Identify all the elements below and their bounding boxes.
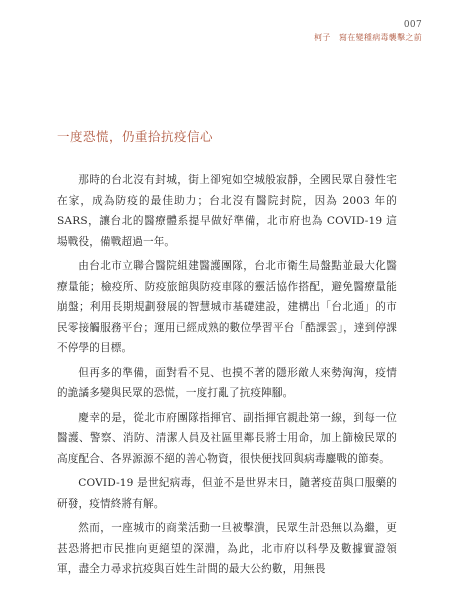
paragraph: COVID-19 是世紀病毒，但並不是世界末日，隨著疫苗與口服藥的研發，疫情終將有解。: [57, 477, 397, 510]
paragraph: 那時的台北沒有封城，街上卻宛如空城般寂靜，全國民眾自發性宅在家，成為防疫的最佳助力；台北沒有醫院封院，因為 2003 年的 SARS，讓台北的醫療體系提早做好準備，北市府也為 COVID-19 這場戰役，備戰超過一年。: [57, 174, 397, 248]
running-head: 柯子 寫在變種病毒襲擊之前: [314, 33, 422, 42]
page-number: 007: [403, 20, 422, 30]
section-title: 一度恐慌，仍重拾抗疫信心: [57, 129, 214, 144]
paragraph: 慶幸的是，從北市府團隊指揮官、副指揮官親赴第一線，到每一位醫護、警察、消防、清潔人員及社區里鄰長將士用命，加上篩檢民眾的高度配合、各界源源不絕的善心物資，很快便找回與病毒鏖戰的節奏。: [57, 411, 397, 465]
paragraph: 由台北市立聯合醫院組建醫護團隊，台北市衛生局盤點並最大化醫療量能；檢疫所、防疫旅館與防疫車隊的靈活協作搭配，避免醫療量能崩盤；利用長期規劃發展的智慧城市基礎建設，建構出「台北通」的市民零接觸服務平台；運用已經成熟的數位學習平台「酷課雲」，達到停課不停學的目標。: [57, 260, 397, 354]
body-text: [57, 170, 397, 584]
paragraph: 然而，一座城市的商業活動一旦被擊潰，民眾生計恐無以為繼，更甚恐將把市民推向更絕望的深淵，為此，北市府以科學及數據實證領軍，盡全力尋求抗疫與百姓生計間的最大公約數，用無畏: [57, 522, 397, 575]
page-header: [314, 20, 422, 43]
paragraph: 但再多的準備，面對看不見、也摸不著的隱形敵人來勢洶洶，疫情的詭譎多變與民眾的恐慌，一度打亂了抗疫陣腳。: [57, 366, 397, 399]
